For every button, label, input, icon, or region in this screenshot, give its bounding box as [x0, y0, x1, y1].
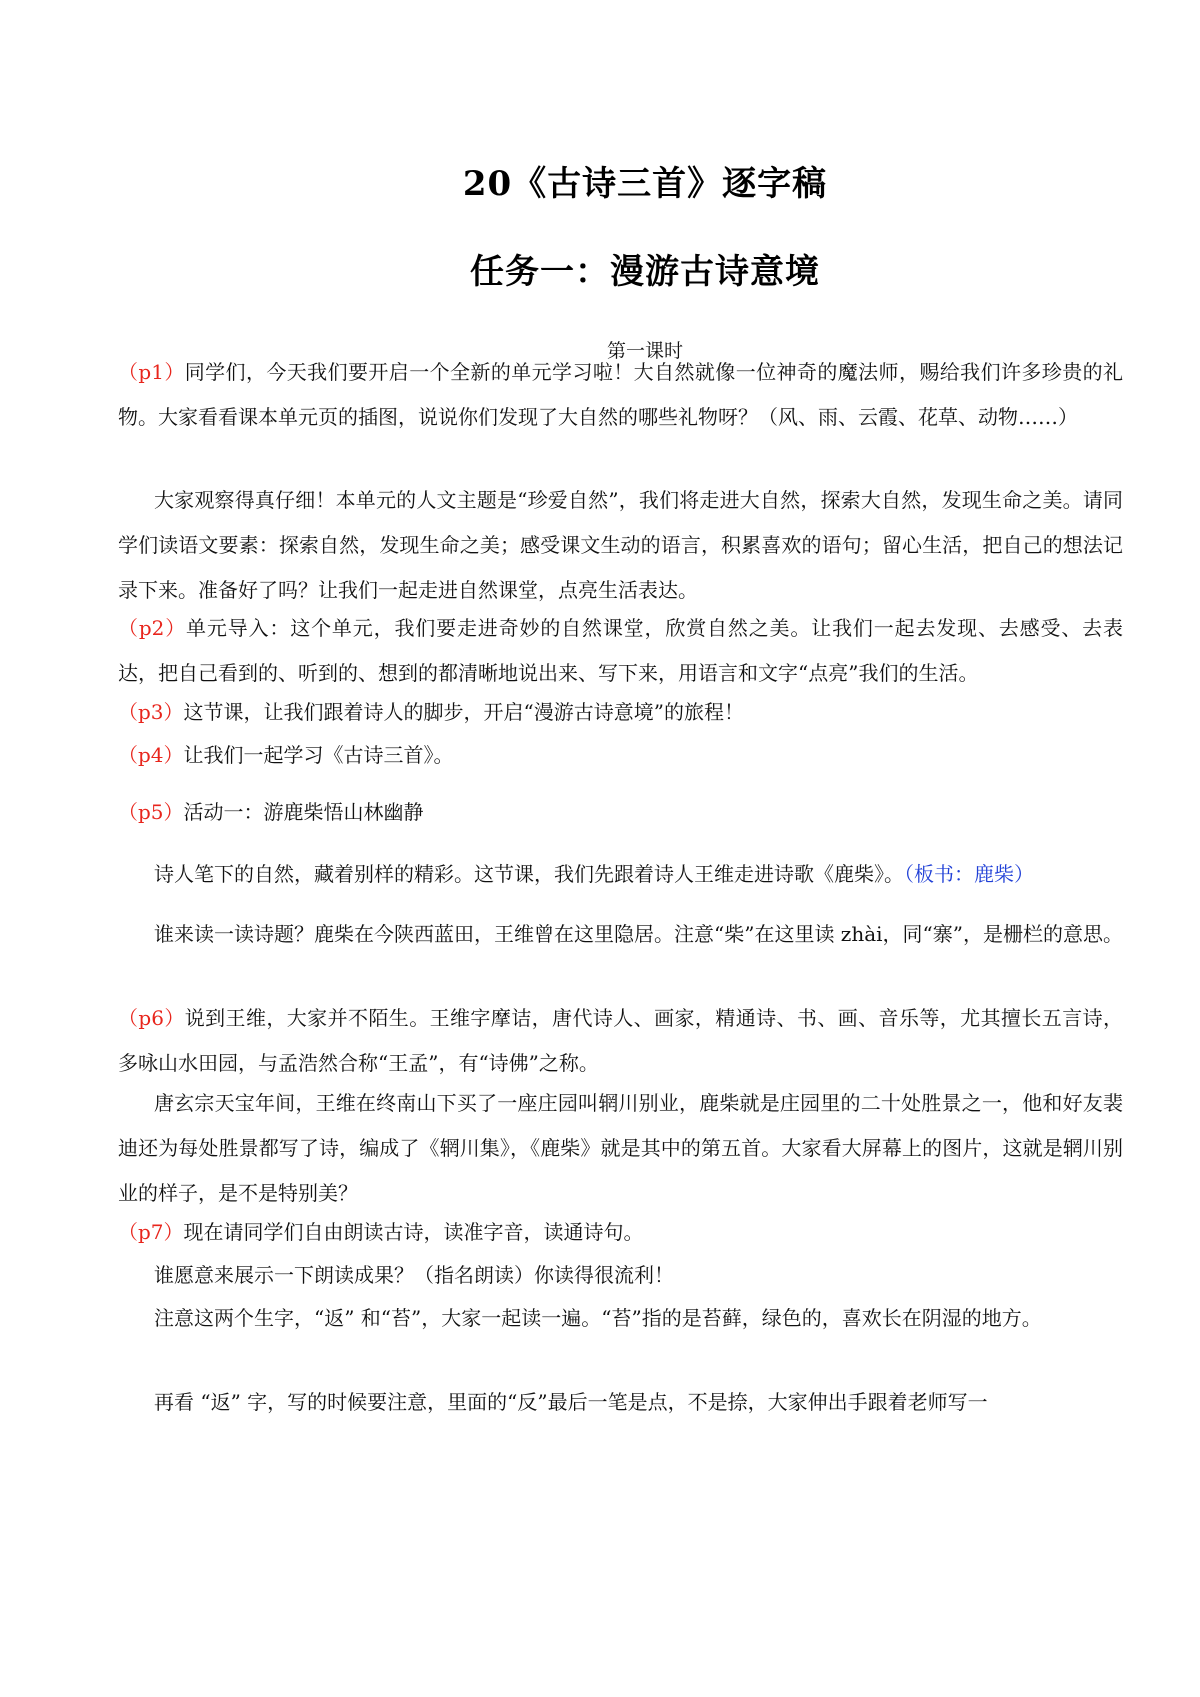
session-label: 第一课时 — [606, 340, 683, 362]
paragraph-text: 活动一：游鹿柴悟山林幽静 — [183, 800, 424, 824]
paragraph-text: 唐玄宗天宝年间，王维在终南山下买了一座庄园叫辋川别业，鹿柴就是庄园里的二十处胜景之一，他和好友裴迪还为每处胜景都写了诗，编成了《辋川集》，《鹿柴》就是其中的第五首。大家看大屏幕上的图片，这就是辋川别业的样子，是不是特别美？ — [118, 1091, 1123, 1205]
task-heading: 任务一：漫游古诗意境 — [470, 252, 820, 292]
paragraph-text: 大家观察得真仔细！本单元的人文主题是“珍爱自然”，我们将走进大自然，探索大自然，发现生命之美。请同学们读语文要素：探索自然，发现生命之美；感受课文生动的语言，积累喜欢的语句；留心生活，把自己的想法记录下来。准备好了吗？让我们一起走进自然课堂，点亮生活表达。 — [118, 488, 1123, 602]
page-title: 20《古诗三首》逐字稿 — [462, 164, 828, 204]
paragraph — [118, 1296, 1123, 1341]
paragraph-text: 单元导入：这个单元，我们要走进奇妙的自然课堂，欣赏自然之美。让我们一起去发现、去感受、去表达，把自己看到的、听到的、想到的都清晰地说出来、写下来，用语言和文字“点亮”我们的生活。 — [118, 616, 1123, 685]
paragraph — [118, 1253, 1123, 1298]
page-tag: （p1） — [118, 360, 185, 384]
paragraph-text: 让我们一起学习《古诗三首》。 — [183, 743, 454, 767]
paragraph-text: 现在请同学们自由朗读古诗，读准字音，读通诗句。 — [183, 1220, 644, 1244]
paragraph-text: 同学们，今天我们要开启一个全新的单元学习啦！大自然就像一位神奇的魔法师，赐给我们许多珍贵的礼物。大家看看课本单元页的插图，说说你们发现了大自然的哪些礼物呀？（风、雨、云霞、花草、动物……） — [118, 360, 1124, 429]
page-tag: （p5） — [118, 800, 184, 824]
paragraph-text: 说到王维，大家并不陌生。王维字摩诘，唐代诗人、画家，精通诗、书、画、音乐等，尤其擅长五言诗，多咏山水田园，与孟浩然合称“王孟”，有“诗佛”之称。 — [118, 1006, 1124, 1075]
page-tag: （p3） — [118, 700, 184, 724]
paragraph — [118, 478, 1123, 613]
paragraph-p7 — [118, 1210, 1123, 1255]
paragraph-text: 谁来读一读诗题？鹿柴在今陕西蓝田，王维曾在这里隐居。注意“柴”在这里读 zhài，同“寨”，是栅栏的意思。 — [154, 922, 1123, 946]
paragraph-text: 这节课，让我们跟着诗人的脚步，开启“漫游古诗意境”的旅程！ — [183, 700, 744, 724]
board-note: （板书：鹿柴） — [904, 862, 1034, 886]
paragraph-text: 诗人笔下的自然，藏着别样的精彩。这节课，我们先跟着诗人王维走进诗歌《鹿柴》。 — [154, 862, 904, 886]
paragraph-text: 谁愿意来展示一下朗读成果？（指名朗读）你读得很流利！ — [154, 1263, 674, 1287]
page-tag: （p6） — [118, 1006, 185, 1030]
paragraph-p5 — [118, 790, 1123, 835]
paragraph — [118, 1081, 1123, 1216]
page-tag: （p7） — [118, 1220, 184, 1244]
paragraph — [118, 852, 1123, 897]
paragraph-p2 — [118, 606, 1123, 696]
page-tag: （p2） — [118, 616, 187, 640]
paragraph-p1 — [118, 350, 1123, 440]
paragraph — [118, 1380, 1123, 1425]
page-tag: （p4） — [118, 743, 184, 767]
paragraph-text: 再看 “返” 字，写的时候要注意，里面的“反”最后一笔是点，不是捺，大家伸出手跟着老师写一 — [154, 1390, 988, 1414]
paragraph — [118, 912, 1123, 957]
paragraph-p3 — [118, 690, 1123, 735]
paragraph-p4 — [118, 733, 1123, 778]
paragraph-p6 — [118, 996, 1123, 1086]
paragraph-text: 注意这两个生字，“返” 和“苔”，大家一起读一遍。“苔”指的是苔藓，绿色的，喜欢长在阴湿的地方。 — [154, 1306, 1042, 1330]
